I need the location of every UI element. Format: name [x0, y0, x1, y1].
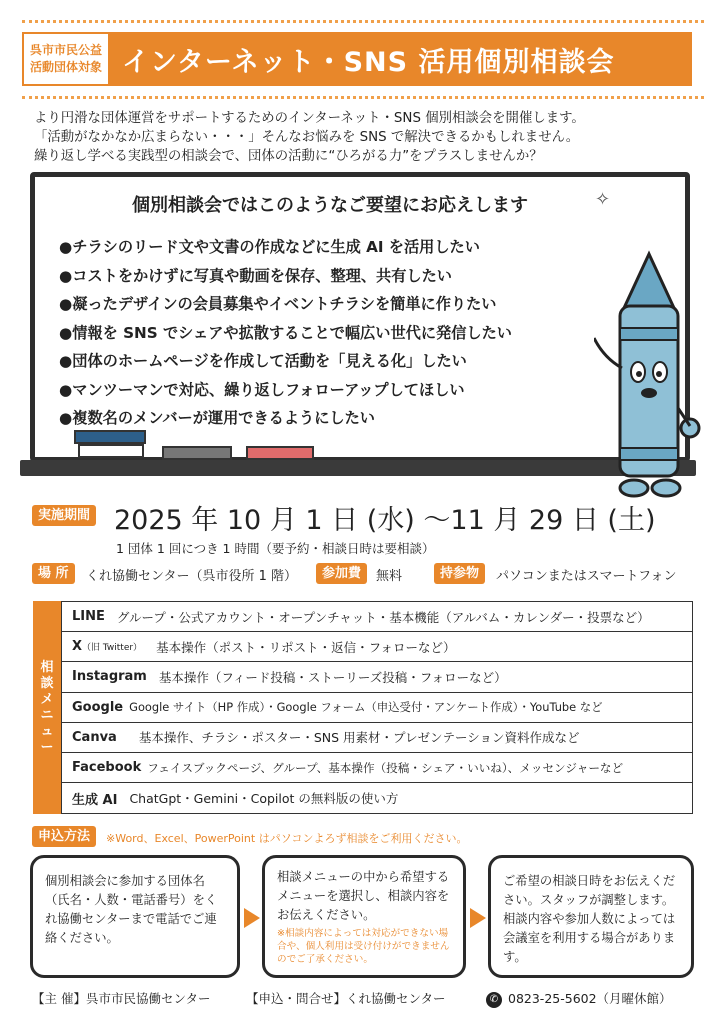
page-title: インターネット・SNS 活用個別相談会 — [110, 32, 692, 86]
menu-row-ai: 生成 AI ChatGpt・Gemini・Copilot の無料版の使い方 — [72, 791, 399, 808]
phone: ✆ 0823-25-5602（月曜休館） — [486, 989, 672, 1008]
list-item: ●複数名のメンバーが運用できるようにしたい — [59, 409, 375, 427]
board-title: 個別相談会ではこのようなご要望にお応えします — [132, 195, 528, 216]
menu-table — [61, 601, 693, 814]
fee-value: 無料 — [376, 569, 403, 584]
book-stack-icon — [74, 430, 146, 444]
fee-label: 参加費 — [316, 563, 367, 584]
menu-row-google: Google Google サイト（HP 作成）・Google フォーム（申込受付・アンケート作成）・YouTube など — [62, 693, 692, 723]
organizer: 【主 催】呉市市民協働センター — [32, 991, 211, 1006]
bring-label: 持参物 — [434, 563, 485, 584]
menu-row-x: X （旧 Twitter） 基本操作（ポスト・リポスト・返信・フォローなど） — [62, 632, 692, 662]
period-note: 1 団体 1 回につき 1 時間（要予約・相談日時は要相談） — [116, 541, 435, 556]
request-list — [59, 233, 512, 433]
target-badge: 呉市市民公益 活動団体対象 — [22, 32, 110, 86]
menu-row-instagram: Instagram 基本操作（フィード投稿・ストーリーズ投稿・フォローなど） — [62, 662, 692, 692]
step-2: 相談メニューの中から希望するメニューを選択し、相談内容をお伝えください。 ※相談内容によっては対応ができない場合や、個人利用は受け付けができませんのでご了承ください。 — [262, 855, 466, 978]
top-dotted-border — [22, 20, 704, 23]
list-item: ●チラシのリード文や文書の作成などに生成 AI を活用したい — [59, 238, 480, 256]
book-icon — [78, 444, 144, 458]
bring-value: パソコンまたはスマートフォン — [496, 569, 677, 584]
arrow-right-icon — [470, 908, 486, 928]
period-label: 実施期間 — [32, 505, 96, 526]
arrow-right-icon — [244, 908, 260, 928]
apply-label: 申込方法 — [32, 826, 96, 847]
list-item: ●団体のホームページを作成して活動を「見える化」したい — [59, 352, 467, 370]
phone-icon: ✆ — [486, 992, 502, 1008]
step-1: 個別相談会に参加する団体名（氏名・人数・電話番号）をくれ協働センターまで電話でご連絡ください。 — [30, 855, 240, 978]
menu-side-label: 相 談 メ ニ ュ ー — [33, 601, 61, 814]
menu-row-facebook: Facebook フェイスブックページ、グループ、基本操作（投稿・シェア・いいね）、メッセンジャーなど — [62, 753, 692, 783]
eraser-icon — [162, 446, 232, 460]
list-item: ●コストをかけずに写真や動画を保存、整理、共有したい — [59, 266, 452, 285]
header-dotted-border — [22, 96, 704, 99]
blackboard-panel — [30, 172, 690, 462]
sparkle-icon: ✧ — [595, 189, 611, 210]
list-item: ●凝ったデザインの会員募集やイベントチラシを簡単に作りたい — [59, 295, 497, 313]
contact: 【申込・問合せ】くれ協働センター — [246, 991, 446, 1006]
consultation-menu — [33, 601, 693, 814]
apply-note: ※Word、Excel、PowerPoint はパソコンよろず相談をご利用ください。 — [106, 832, 468, 845]
place-label: 場 所 — [32, 563, 75, 584]
step-3: ご希望の相談日時をお伝えください。スタッフが調整します。相談内容や参加人数によっては会議室を利用する場合があります。 — [488, 855, 694, 978]
list-item: ●マンツーマンで対応、繰り返しフォローアップしてほしい — [59, 380, 465, 399]
period-dates: 2025 年 10 月 1 日 (水) ～11 月 29 日 (土) — [114, 505, 656, 536]
header — [22, 32, 692, 86]
menu-row-line: LINE グループ・公式アカウント・オープンチャット・基本機能（アルバム・カレンダー・投票など） — [62, 602, 692, 632]
place-value: くれ協働センター（呉市役所 1 階） — [86, 569, 298, 584]
crayon-mascot-icon — [594, 248, 704, 508]
intro-text: より円滑な団体運営をサポートするためのインターネット・SNS 個別相談会を開催します。 「活動がなかなか広まらない・・・」そんなお悩みを SNS で解決できるかもしれません。 繰り返し学べる実践型の相談会で、団体の活動に“ひろがる力”をプラスしませんか？ — [34, 111, 585, 164]
list-item: ●情報を SNS でシェアや拡散することで幅広い世代に発信したい — [59, 323, 512, 342]
eraser-icon — [246, 446, 314, 460]
menu-row-canva: Canva 基本操作、チラシ・ポスター・SNS 用素材・プレゼンテーション資料作成など — [62, 723, 692, 753]
